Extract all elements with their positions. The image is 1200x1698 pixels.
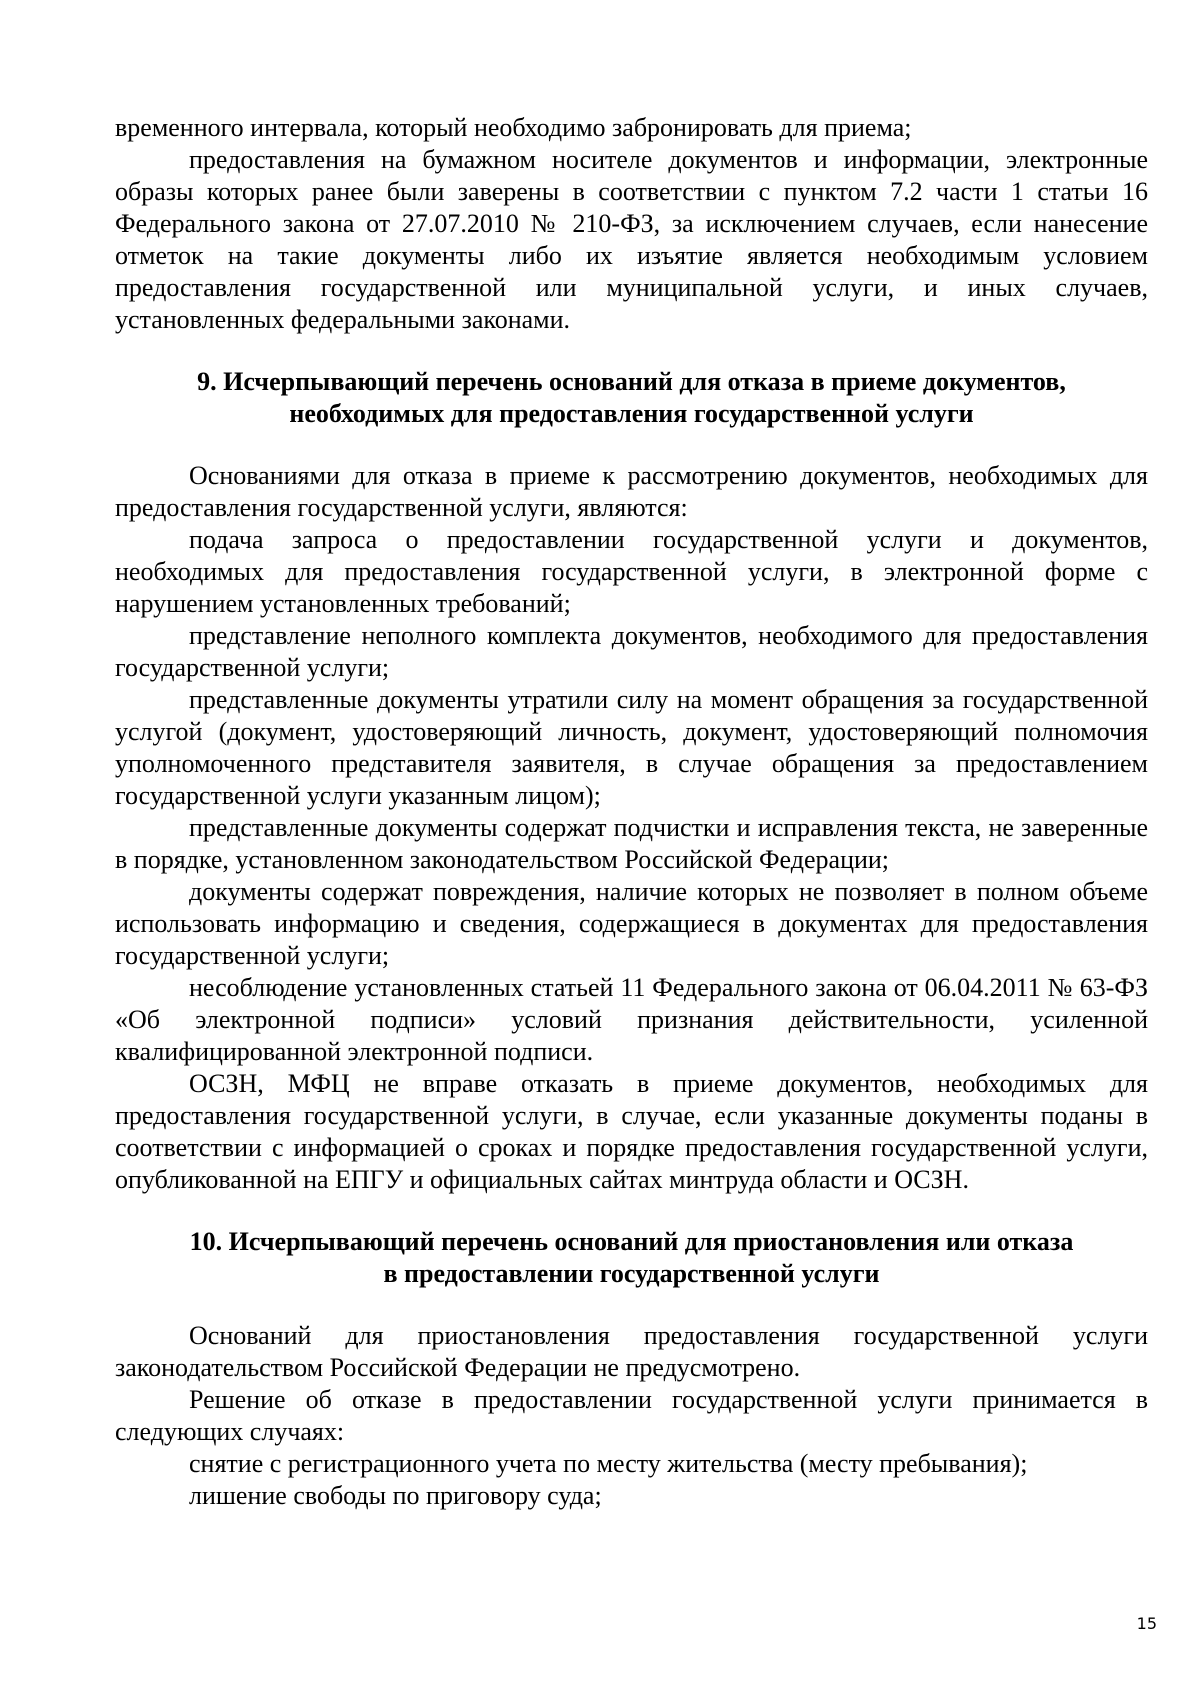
paragraph: несоблюдение установленных статьей 11 Федерального закона от 06.04.2011 № 63-ФЗ «Об электронной подписи» условий признания действительности, усиленной квалифицированной электронной подписи. — [115, 973, 1148, 1066]
section-9-heading — [115, 366, 1148, 430]
paragraph: представленные документы утратили силу на момент обращения за государственной услугой (документ, удостоверяющий личность, документ, удостоверяющий полномочия уполномоченного представителя заявителя, в случае обращения за предоставлением государственной услуги указанным лицом); — [115, 685, 1148, 810]
section-9-body — [115, 460, 1148, 1196]
paragraph: Решение об отказе в предоставлении государственной услуги принимается в следующих случаях: — [115, 1385, 1148, 1446]
paragraph: подача запроса о предоставлении государственной услуги и документов, необходимых для предоставления государственной услуги, в электронной форме с нарушением установленных требований; — [115, 525, 1148, 618]
paragraph: предоставления на бумажном носителе документов и информации, электронные образы которых ранее были заверены в соответствии с пунктом 7.2 части 1 статьи 16 Федерального закона от 27.07.2010 № 210-ФЗ, за исключением случаев, если нанесение отметок на такие документы либо их изъятие является необходимым условием предоставления государственной или муниципальной услуги, и иных случаев, установленных федеральными законами. — [115, 145, 1148, 334]
paragraph: представленные документы содержат подчистки и исправления текста, не заверенные в порядке, установленном законодательством Российской Федерации; — [115, 813, 1148, 874]
paragraph: Оснований для приостановления предоставления государственной услуги законодательством Российской Федерации не предусмотрено. — [115, 1321, 1148, 1382]
document-page — [115, 112, 1148, 1512]
paragraph: временного интервала, который необходимо забронировать для приема; — [115, 113, 912, 142]
section-9-heading-line-1: 9. Исчерпывающий перечень оснований для отказа в приеме документов, — [197, 367, 1066, 396]
paragraph: снятие с регистрационного учета по месту жительства (месту пребывания); — [189, 1449, 1028, 1478]
section-10-body — [115, 1320, 1148, 1512]
paragraph: ОСЗН, МФЦ не вправе отказать в приеме документов, необходимых для предоставления государственной услуги, в случае, если указанные документы поданы в соответствии с информацией о сроках и порядке предоставления государственной услуги, опубликованной на ЕПГУ и официальных сайтах минтруда области и ОСЗН. — [115, 1069, 1148, 1194]
paragraph: документы содержат повреждения, наличие которых не позволяет в полном объеме использовать информацию и сведения, содержащиеся в документах для предоставления государственной услуги; — [115, 877, 1148, 970]
paragraph: Основаниями для отказа в приеме к рассмотрению документов, необходимых для предоставления государственной услуги, являются: — [115, 461, 1148, 522]
page-number: 15 — [1136, 1614, 1157, 1633]
section-10-heading-line-1: 10. Исчерпывающий перечень оснований для приостановления или отказа — [189, 1227, 1074, 1256]
section-9-heading-line-2: необходимых для предоставления государственной услуги — [289, 399, 974, 428]
section-10-heading-line-2: в предоставлении государственной услуги — [383, 1259, 880, 1288]
section-10-heading — [115, 1226, 1148, 1290]
paragraph: представление неполного комплекта документов, необходимого для предоставления государственной услуги; — [115, 621, 1148, 682]
paragraph: лишение свободы по приговору суда; — [189, 1481, 602, 1510]
